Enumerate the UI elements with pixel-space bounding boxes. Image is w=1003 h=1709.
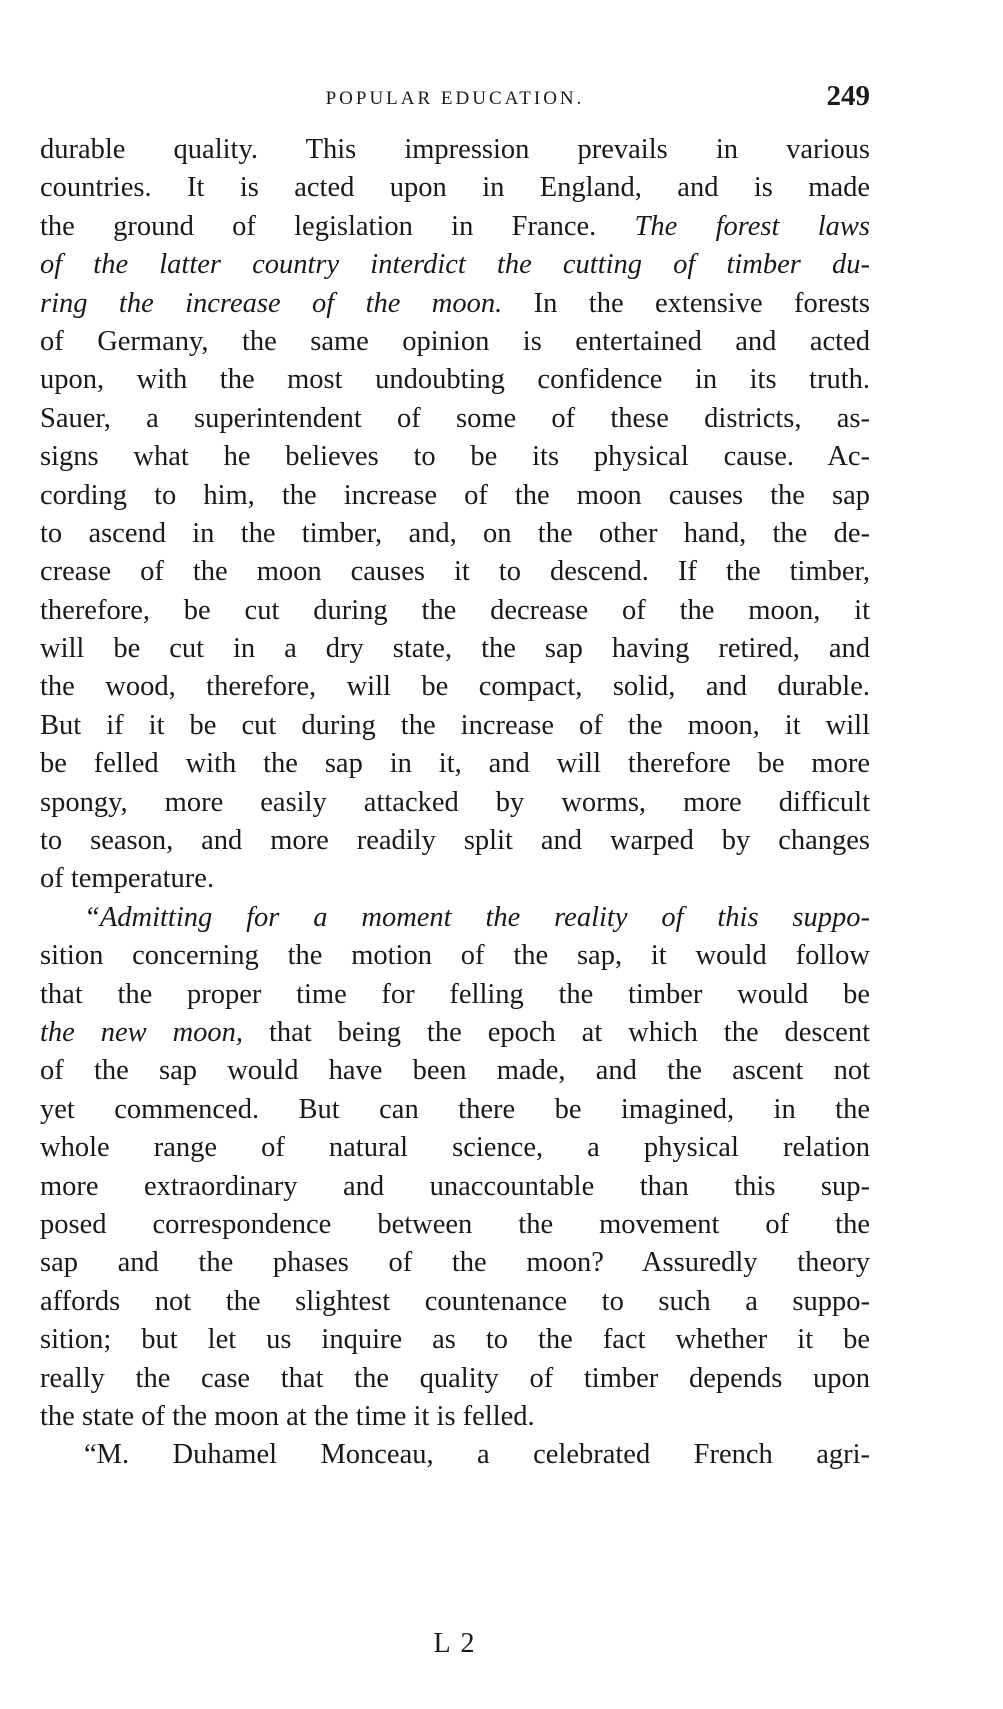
- running-head: [40, 80, 870, 116]
- text-line: spongy, more easily attacked by worms, more difficult: [40, 786, 870, 818]
- text-line: affords not the slightest countenance to such a suppo-: [40, 1285, 870, 1317]
- text-line: yet commenced. But can there be imagined, in the: [40, 1093, 870, 1125]
- text-line: of Germany, the same opinion is entertained and acted: [40, 325, 870, 357]
- text-line: to season, and more readily split and warped by changes: [40, 825, 870, 857]
- text-line: Sauer, a superintendent of some of these districts, as-: [40, 402, 870, 434]
- text-line: the new moon, that being the epoch at which the descent: [40, 1016, 870, 1048]
- text-line: posed correspondence between the movement of the: [40, 1208, 870, 1240]
- text-line: “M. Duhamel Monceau, a celebrated French agri-: [84, 1439, 870, 1471]
- text-line: ring the increase of the moon. In the extensive forests: [40, 287, 870, 319]
- text-line: of temperature.: [40, 863, 215, 895]
- text-line: But if it be cut during the increase of the moon, it will: [40, 709, 870, 741]
- text-line: countries. It is acted upon in England, and is made: [40, 172, 870, 204]
- text-line: be felled with the sap in it, and will therefore be more: [40, 748, 870, 780]
- text-line: upon, with the most undoubting confidence in its truth.: [40, 364, 870, 396]
- text-line: the wood, therefore, will be compact, solid, and durable.: [40, 671, 870, 703]
- text-line: sition concerning the motion of the sap, it would follow: [40, 940, 870, 972]
- text-line: sition; but let us inquire as to the fact whether it be: [40, 1324, 870, 1356]
- text-line: “Admitting for a moment the reality of this suppo-: [84, 901, 870, 933]
- body-text: [40, 131, 870, 1475]
- text-line: cording to him, the increase of the moon causes the sap: [40, 479, 870, 511]
- text-line: of the sap would have been made, and the ascent not: [40, 1055, 870, 1087]
- text-line: more extraordinary and unaccountable than this sup-: [40, 1170, 870, 1202]
- text-line: the ground of legislation in France. The forest laws: [40, 210, 870, 242]
- signature-mark: L 2: [433, 1628, 477, 1659]
- text-line: to ascend in the timber, and, on the other hand, the de-: [40, 517, 870, 549]
- text-line: of the latter country interdict the cutting of timber du-: [40, 249, 870, 281]
- text-line: really the case that the quality of timber depends upon: [40, 1362, 870, 1394]
- page-number: 249: [826, 80, 870, 112]
- text-line: signs what he believes to be its physical cause. Ac-: [40, 441, 870, 473]
- running-title: POPULAR EDUCATION.: [325, 88, 585, 109]
- text-line: the state of the moon at the time it is felled.: [40, 1400, 535, 1432]
- text-line: crease of the moon causes it to descend. If the timber,: [40, 556, 870, 588]
- text-line: sap and the phases of the moon? Assuredly theory: [40, 1247, 870, 1279]
- text-line: whole range of natural science, a physical relation: [40, 1132, 870, 1164]
- text-line: that the proper time for felling the timber would be: [40, 978, 870, 1010]
- text-line: will be cut in a dry state, the sap having retired, and: [40, 633, 870, 665]
- text-line: therefore, be cut during the decrease of the moon, it: [40, 594, 870, 626]
- text-line: durable quality. This impression prevails in various: [40, 134, 870, 165]
